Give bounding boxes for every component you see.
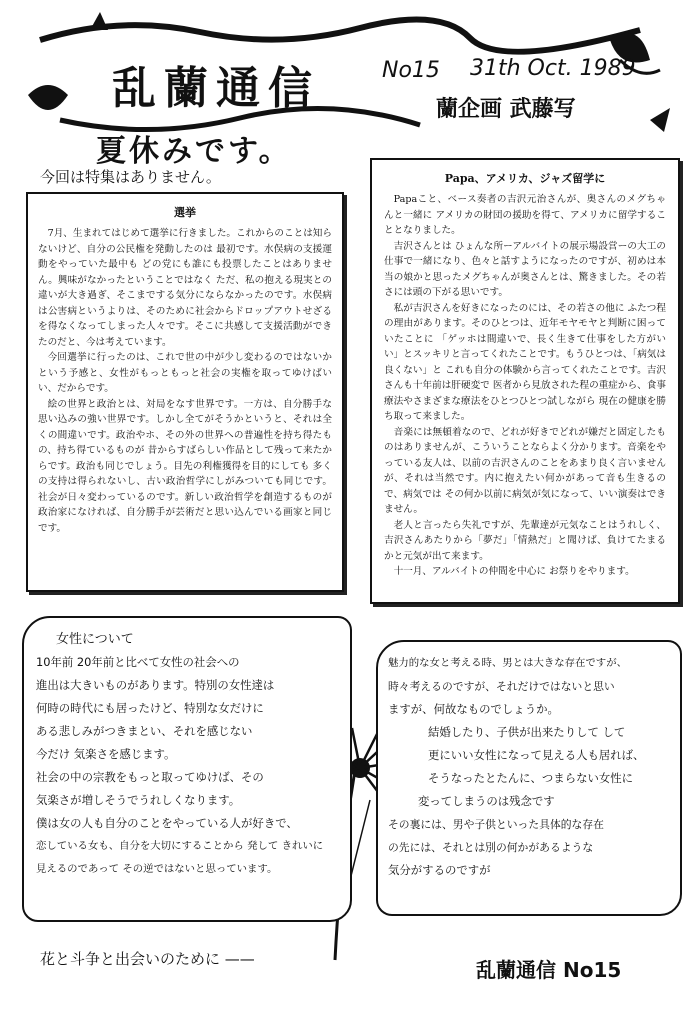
- article-papa-jazz: [370, 158, 680, 604]
- note-line: 見えるのであって その逆ではないと思っています。: [36, 863, 278, 875]
- article-election: [26, 192, 344, 592]
- note-line: 何時の時代にも居ったけど、特別な女だけに: [36, 701, 264, 715]
- note-line: 10年前 20年前と比べて女性の社会への: [36, 655, 240, 669]
- issue-note: 今回は特集はありません。: [40, 168, 221, 186]
- note-line: 進出は大きいものがあります。特別の女性達は: [36, 678, 275, 692]
- note-line: 結婚したり、子供が出来たりして して: [428, 725, 626, 739]
- note-line: ある悲しみがつきまとい、それを感じない: [36, 724, 253, 738]
- note-line: ますが、何故なものでしょうか。: [388, 702, 559, 716]
- handwritten-note-women: [22, 616, 352, 922]
- article-paragraph: 十一月、アルバイトの仲間を中心に お祭りをやります。: [393, 566, 635, 577]
- note-line: 時々考えるのですが、それだけではないと思い: [388, 680, 615, 693]
- issue-subtitle: 夏休みです。: [96, 134, 292, 169]
- header-ornament: [90, 12, 108, 30]
- article-paragraph: Papaこと、ベース奏者の吉沢元治さんが、奥さんのメグちゃんと一緒に アメリカの財団の援助を得て、アメリカに留学することとなりました。: [384, 194, 666, 236]
- article-heading: Papa、アメリカ、ジャズ留学に: [444, 172, 606, 185]
- footer-slogan: 花と斗争と出会いのために ——: [40, 950, 255, 968]
- note-line: 今だけ 気楽さを感じます。: [36, 747, 176, 761]
- note-line: 僕は女の人も自分のことをやっている人が好きで、: [36, 816, 298, 830]
- article-paragraph: 音楽には無頓着なので、どれが好きでどれが嫌だと固定したものはありませんが、こういうことならよく分かります。音楽をやっている友人は、以前の吉沢さんのことをあまり良く言いませんが、それは当然です。内に抱えたい何かがあって音も生きるので、病気では その何か以前に病気が気になって、いい演奏はできません。: [384, 426, 666, 515]
- handwritten-note-attractive-woman: [376, 640, 682, 916]
- note-line: 更にいい女性になって見える人も居れば、: [428, 748, 645, 762]
- header-brush-stroke: [40, 20, 640, 52]
- article-paragraph: 今回選挙に行ったのは、これで世の中が少し変わるのではないかという予感と、女性がもっともっと社会の実権を取ってゆけばいい、だからです。: [38, 352, 332, 394]
- header-ornament: [650, 108, 670, 132]
- note-line: 社会の中の宗教をもっと取ってゆけば、その: [36, 770, 264, 784]
- article-paragraph: 吉沢さんとは ひょんな所ーアルバイトの展示場設営ーの大工の仕事で一緒になり、色々と話すようになったのですが、初めは本当の娘かと思ったメグちゃんが奥さんとは、驚きました。その若さには頭の下がる思いです。: [384, 240, 666, 298]
- note-line: の先には、それとは別の何かがあるような: [388, 841, 594, 854]
- note-line: 変ってしまうのは残念です: [418, 794, 555, 808]
- article-paragraph: 7月、生まれてはじめて選挙に行きました。これからのことは知らないけど、自分の公民権を発動したのは 最初です。水俣病の支援運動をやっていた最中も どの党にも誰にも投票したことはありません。興味がなかったということではなく ただ、私の抱える現実との違いが大き過ぎ、そこまでする気分にならなかったのです。水俣病は公害病というよりは、そのために社会からドロップアウトせざるを得なくなってしまった人々です。そこに共感して支援活動ができたのだと、今は考えています。: [38, 228, 332, 348]
- article-paragraph: 老人と言ったら失礼ですが、先輩達が元気なことはうれしく、吉沢さんあたりから「夢だ」「情熱だ」と聞けば、負けてたまるかと元気が出て来ます。: [384, 519, 666, 562]
- note-line: そうなったとたんに、つまらない女性に: [428, 771, 634, 785]
- note-line: 魅力的な女と考える時、男とは大きな存在ですが、: [388, 657, 627, 669]
- note-line: 恋している女も、自分を大切にすることから 発して きれいに: [36, 840, 324, 852]
- note-line: 気楽さが増しそうでうれしくなります。: [36, 793, 241, 807]
- newsletter-title: 乱蘭通信: [112, 63, 320, 114]
- issue-date: 31th Oct. 1989: [470, 56, 636, 81]
- header-ornament: [28, 85, 68, 110]
- article-heading: 選挙: [174, 206, 196, 219]
- note-title: 女性について: [56, 632, 134, 647]
- footer-issue-label: 乱蘭通信 No15: [476, 958, 622, 982]
- note-line: その裏には、男や子供といった具体的な存在: [388, 818, 604, 831]
- article-paragraph: 絵の世界と政治とは、対局をなす世界です。一方は、自分勝手な思い込みの強い世界です。しかし全てがそうかというと、それは全くの間違いです。政治やホ、その外の世界への普遍性を持ち得たもの、持ち得ているものが 昔からすばらしい作品として残って来たからです。政治も同じでしょう。目先の利権獲得を目的にしても 多くの支持は得られないし、古い政治哲学にしがみついても同じです。社会が日々変わっているのです。新しい政治哲学を創造するものが 政治家になければ、自分勝手が芸術だと思い込んでいる画家と同じです。: [38, 398, 332, 534]
- planning-credit: 蘭企画 武藤写: [436, 96, 576, 122]
- article-paragraph: 私が吉沢さんを好きになったのには、その若さの他に ふたつ程の理由があります。そのひとつは、近年モヤモヤと判断に困っていたことに 「ゲッホは間違いで、長く生きて仕事をした方がいい」とスッキリと言ってくれたことです。もうひとつは、「病気は良くない」と これも自分の体験から言ってくれたことです。吉沢さんも十年前は肝硬変で 医者から見放された程の重症から、食事療法やさまざまな療法をひとつひとつ試しながら 現在の健康を勝ち取って来ました。: [384, 302, 666, 422]
- note-line: 気分がするのですが: [388, 863, 491, 877]
- issue-number: No15: [382, 58, 440, 83]
